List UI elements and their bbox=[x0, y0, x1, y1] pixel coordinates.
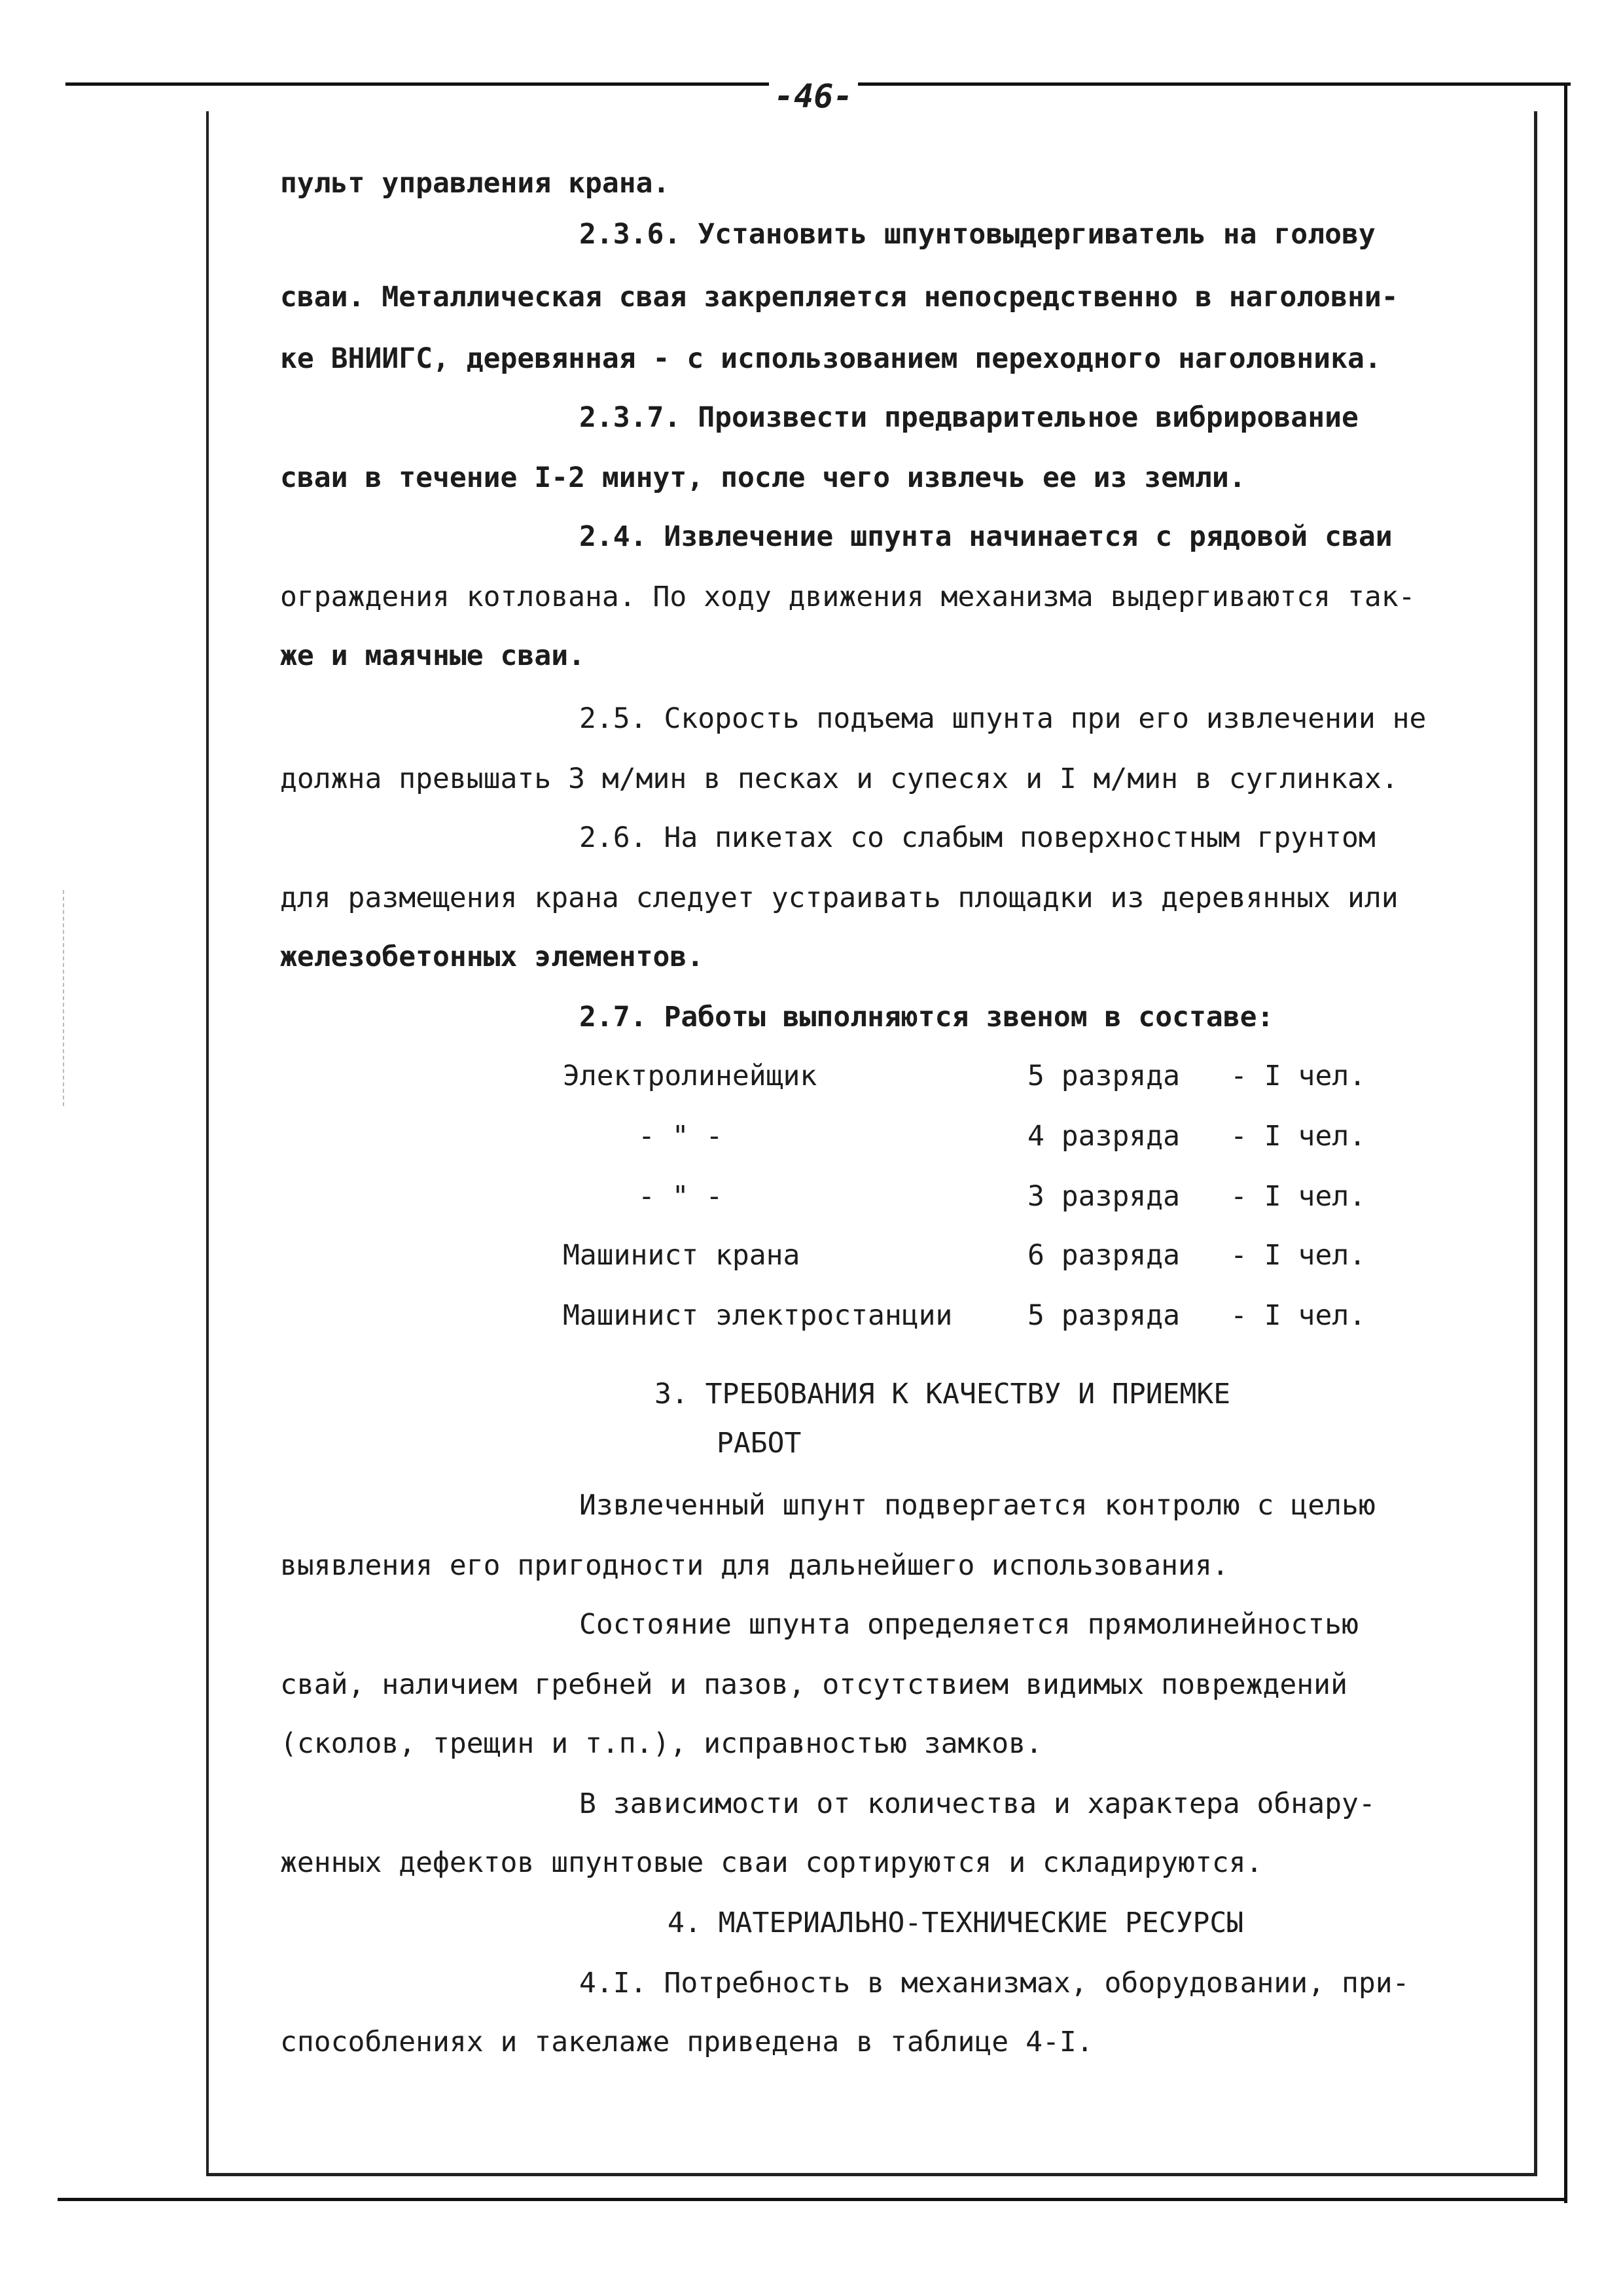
crew-role: Машинист электростанции bbox=[563, 1299, 953, 1332]
text-line: 2.5. Скорость подъема шпунта при его извлечении не bbox=[579, 702, 1427, 735]
outer-frame-right bbox=[1564, 82, 1567, 2203]
crew-role: - " - bbox=[638, 1180, 723, 1213]
crew-role: Электролинейщик bbox=[563, 1060, 817, 1092]
crew-count: - I чел. bbox=[1230, 1299, 1366, 1332]
binding-marks bbox=[63, 890, 64, 1106]
text-line: ограждения котлована. По ходу движения механизма выдергиваются так- bbox=[280, 581, 1416, 613]
text-line: 2.7. Работы выполняются звеном в составе: bbox=[579, 1001, 1274, 1033]
crew-count: - I чел. bbox=[1230, 1239, 1366, 1272]
text-line: ке ВНИИГС, деревянная - с использованием переходного наголовника. bbox=[280, 342, 1382, 375]
text-line: 2.6. На пикетах со слабым поверхностным грунтом bbox=[579, 821, 1376, 854]
text-line: сваи в течение I-2 минут, после чего извлечь ее из земли. bbox=[280, 461, 1246, 494]
section-heading: РАБОТ bbox=[717, 1427, 802, 1460]
text-line: 2.4. Извлечение шпунта начинается с рядовой сваи bbox=[579, 520, 1393, 553]
text-line: свай, наличием гребней и пазов, отсутствием видимых повреждений bbox=[280, 1668, 1347, 1701]
crew-grade: 5 разряда bbox=[1027, 1060, 1180, 1092]
text-line: 2.3.7. Произвести предварительное вибрирование bbox=[579, 401, 1359, 434]
crew-role: - " - bbox=[638, 1120, 723, 1153]
text-line: Извлеченный шпунт подвергается контролю с целью bbox=[579, 1489, 1376, 1522]
crew-grade: 4 разряда bbox=[1027, 1120, 1180, 1153]
section-heading: 4. МАТЕРИАЛЬНО-ТЕХНИЧЕСКИЕ РЕСУРСЫ bbox=[668, 1907, 1244, 1939]
crew-grade: 3 разряда bbox=[1027, 1180, 1180, 1213]
text-line: способлениях и такелаже приведена в таблице 4-I. bbox=[280, 2026, 1094, 2058]
text-line: женных дефектов шпунтовые сваи сортируются и складируются. bbox=[280, 1846, 1263, 1879]
text-line: (сколов, трещин и т.п.), исправностью замков. bbox=[280, 1727, 1043, 1760]
section-heading: 3. ТРЕБОВАНИЯ К КАЧЕСТВУ И ПРИЕМКЕ bbox=[654, 1378, 1231, 1410]
footer-rule bbox=[58, 2198, 1566, 2201]
crew-count: - I чел. bbox=[1230, 1180, 1366, 1213]
text-line: должна превышать 3 м/мин в песках и супесях и I м/мин в суглинках. bbox=[280, 762, 1399, 795]
crew-count: - I чел. bbox=[1230, 1120, 1366, 1153]
text-line: 2.3.6. Установить шпунтовыдергиватель на голову bbox=[579, 218, 1376, 251]
text-line: выявления его пригодности для дальнейшего использования. bbox=[280, 1549, 1229, 1582]
text-line: же и маячные сваи. bbox=[280, 639, 585, 672]
text-line: В зависимости от количества и характера обнару- bbox=[579, 1787, 1376, 1820]
text-line: железобетонных элементов. bbox=[280, 941, 704, 973]
text-line: 4.I. Потребность в механизмах, оборудовании, при- bbox=[579, 1967, 1410, 2000]
text-line: для размещения крана следует устраивать площадки из деревянных или bbox=[280, 882, 1399, 914]
crew-grade: 5 разряда bbox=[1027, 1299, 1180, 1332]
text-line: сваи. Металлическая свая закрепляется непосредственно в наголовни- bbox=[280, 281, 1399, 314]
page-number: -46- bbox=[769, 80, 858, 113]
text-line: Состояние шпунта определяется прямолинейностью bbox=[579, 1608, 1359, 1641]
crew-count: - I чел. bbox=[1230, 1060, 1366, 1092]
crew-role: Машинист крана bbox=[563, 1239, 800, 1272]
crew-grade: 6 разряда bbox=[1027, 1239, 1180, 1272]
text-line: пульт управления крана. bbox=[280, 167, 670, 200]
